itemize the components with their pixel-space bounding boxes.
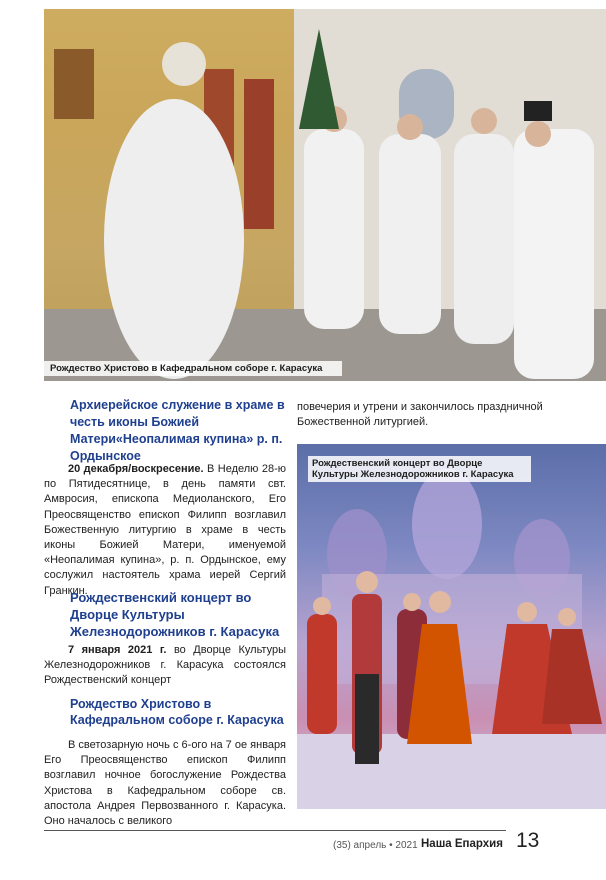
article-date-jan7: 7 января 2021 г. <box>68 644 167 656</box>
photo-christmas-concert-illustration <box>297 444 606 809</box>
article-date-dec20: 20 декабря/воскресение. <box>68 463 204 475</box>
article-body-archpriest <box>44 462 286 599</box>
article-heading-archpriest: Архиерейское служение в храме в честь иконы Божией Матери«Неопалимая купина» р. п. Ордынское <box>70 398 285 463</box>
footer-issue: (35) апрель • 2021 <box>333 840 418 851</box>
photo-christmas-cathedral-illustration <box>44 9 606 381</box>
photo-caption-top: Рождество Христово в Кафедральном соборе г. Карасука <box>44 361 342 376</box>
footer-rule <box>44 830 506 831</box>
article-heading-christmas: Рождество Христово в Кафедральном соборе г. Карасука <box>70 697 284 727</box>
article-heading-concert: Рождественский концерт во Дворце Культуры Железнодорожников г. Карасука <box>70 590 280 639</box>
article-body-christmas <box>44 738 286 829</box>
article-text-christmas: В светозарную ночь с 6-ого на 7 ое января Его Преосвященство епископ Филипп возглавил ночное богослужение Рождества Христова в Кафедральном соборе св. апостола Андрея Первозванного г. Карасука. Оно началось с великого <box>44 739 286 828</box>
christmas-article-continuation: повечерия и утрени и закончилось праздничной Божественной литургией. <box>297 401 543 429</box>
photo-caption-concert: Рождественский концерт во Дворце Культуры Железнодорожников г. Карасука <box>308 456 531 482</box>
footer-magazine-title: Наша Епархия <box>421 838 503 850</box>
page-number: 13 <box>516 829 540 852</box>
article-text-concert: во Дворце Культуры Железнодорожников г. Карасука состоялся Рождественский концерт <box>44 644 286 687</box>
article-body-concert <box>44 643 286 689</box>
photo-christmas-concert <box>297 444 606 809</box>
photo-christmas-cathedral <box>44 9 606 381</box>
article-text-archpriest: В Неделю 28-ю по Пятидесятнице, в день памяти свт. Амвросия, епископа Медиоланского, Его Преосвященство епископ Филипп возглавил Божественную литургию в храме в честь иконы Божией Матери, именуемой «Неопалимая купина», р. п. Ордынское, ему сослужил настоятель храма иерей Сергий Гранкин. <box>44 463 286 597</box>
